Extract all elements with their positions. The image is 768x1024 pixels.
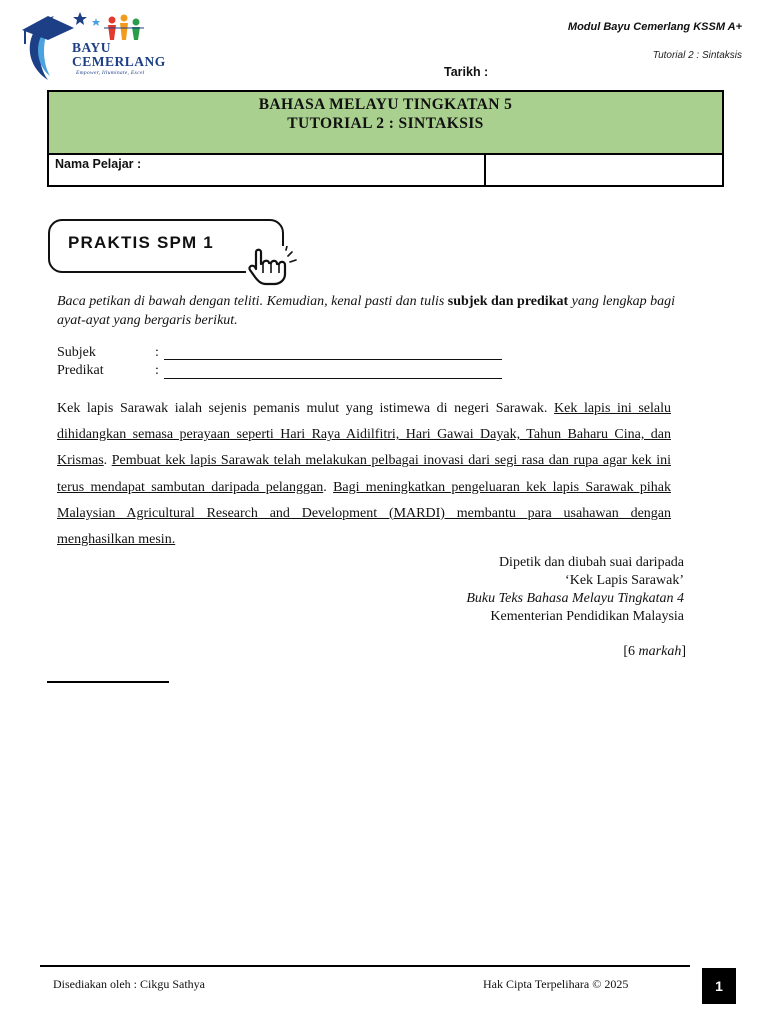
page-number: 1 (702, 968, 736, 1004)
passage-sentence-1: Kek lapis Sarawak ialah sejenis pemanis mulut yang istimewa di negeri Sarawak. (57, 401, 548, 416)
logo-text-line1: BAYU (72, 40, 112, 55)
predikat-colon: : (155, 363, 159, 378)
logo-tagline: Empower, Illuminate, Excel (76, 70, 145, 76)
source-line-2: ‘Kek Lapis Sarawak’ (565, 573, 684, 588)
module-name: Modul Bayu Cemerlang KSSM A+ (567, 21, 742, 33)
source-line-4: Kementerian Pendidikan Malaysia (490, 609, 684, 624)
subjek-answer-line[interactable] (164, 359, 502, 360)
footer-rule (40, 965, 690, 967)
prepared-by: Disediakan oleh : Cikgu Sathya (53, 977, 205, 991)
passage-sentence-4-underlined: Bagi meningkatkan pengeluaran kek lapis Sarawak pihak Malaysian Agricultural Research and Development (MARDI) membantu para usahawan dengan menghasilkan mesin. (57, 479, 672, 548)
instruction-text (57, 292, 697, 330)
subjek-label: Subjek (57, 345, 96, 360)
title-box (47, 90, 724, 187)
subjek-colon: : (155, 345, 159, 360)
marks-label (623, 644, 686, 660)
title-band (49, 92, 722, 155)
document-title: BAHASA MELAYU TINGKATAN 5 (258, 96, 513, 113)
praktis-label: PRAKTIS SPM 1 (68, 233, 214, 252)
instruction-part2: yang lengkap bagi ayat-ayat yang bergaris berikut. (57, 294, 676, 328)
logo-text-line2: CEMERLANG (72, 54, 166, 69)
document-subtitle: TUTORIAL 2 : SINTAKSIS (287, 115, 484, 132)
marks-word: markah (638, 644, 682, 659)
passage-sentence-2-underlined: Kek lapis ini selalu dihidangkan semasa perayaan seperti Hari Raya Aidilfitri, Hari Gawai Dayak, Tahun Baharu Cina, dan Krismas (57, 401, 672, 469)
passage-sentence-3-underlined: Pembuat kek lapis Sarawak telah melakukan pelbagai inovasi dari segi rasa dan rupa agar kek ini terus mendapat sambutan daripada pelanggan (57, 453, 671, 495)
predikat-label: Predikat (57, 363, 104, 378)
copyright: Hak Cipta Terpelihara © 2025 (483, 977, 629, 991)
predikat-answer-line[interactable] (164, 378, 502, 379)
marks-open: [6 (623, 644, 639, 659)
pointing-hand-icon (246, 246, 302, 286)
instruction-bold: subjek dan predikat (447, 294, 569, 309)
tutorial-tag: Tutorial 2 : Sintaksis (652, 50, 742, 61)
source-line-3: Buku Teks Bahasa Melayu Tingkatan 4 (466, 591, 684, 606)
student-name-label: Nama Pelajar : (55, 157, 142, 171)
section-divider (47, 681, 169, 683)
marks-close: ] (681, 644, 686, 659)
student-name-field[interactable] (49, 155, 486, 185)
date-label: Tarikh : (444, 65, 489, 79)
source-line-1: Dipetik dan diubah suai daripada (498, 555, 684, 570)
bayu-cemerlang-logo (14, 6, 174, 88)
instruction-part1: Baca petikan di bawah dengan teliti. Kemudian, kenal pasti dan tulis (57, 294, 448, 309)
passage: Kek lapis Sarawak ialah sejenis pemanis mulut yang istimewa di negeri Sarawak. Kek lapis ini selalu dihidangkan semasa perayaan seperti Hari Raya Aidilfitri, Hari Gawai Dayak, Tahun Baharu Cina, dan Krismas. Pembuat kek lapis Sarawak telah melakukan pelbagai inovasi dari segi rasa dan rupa agar kek ini terus mendapat sambutan daripada pelanggan. Bagi meningkatkan pengeluaran kek lapis Sarawak pihak Malaysian Agricultural Research and Development (MARDI) membantu para usahawan dengan menghasilkan mesin. (57, 401, 672, 548)
